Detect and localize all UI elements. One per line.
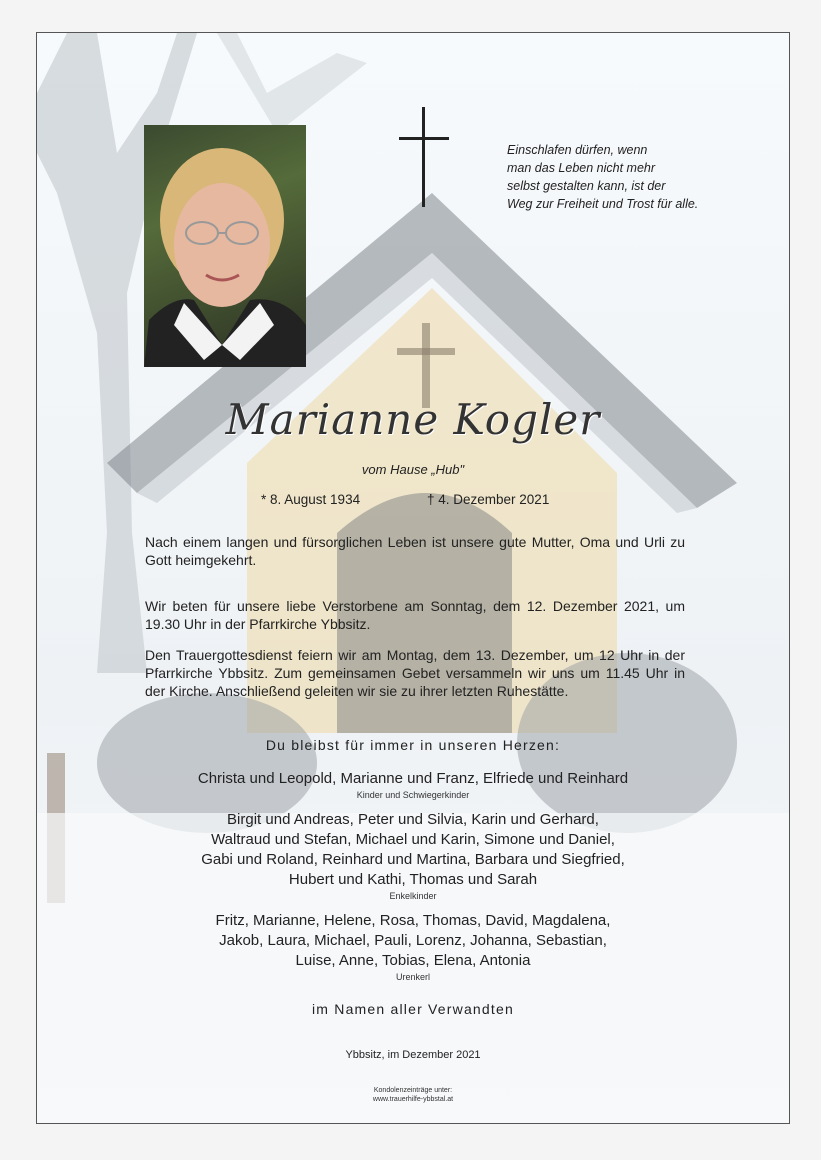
greatgrandchildren-names: Fritz, Marianne, Helene, Rosa, Thomas, David, Magdalena, Jakob, Laura, Michael, Pauli, Lorenz, Johanna, Sebastian, Luise, Anne, Tobias, Elena, Antonia <box>215 912 611 969</box>
birth-date: * 8. August 1934 <box>261 492 361 507</box>
portrait-photo <box>144 125 306 367</box>
deceased-name: Marianne Kogler <box>225 395 601 444</box>
children-names: Christa und Leopold, Marianne und Franz, Elfriede und Reinhard <box>197 770 629 787</box>
cross-icon <box>396 107 452 207</box>
grandchildren-role: Enkelkinder <box>389 891 437 901</box>
condolence-label: Kondolenzeinträge unter: <box>373 1087 453 1094</box>
death-date: † 4. Dezember 2021 <box>427 492 550 507</box>
obituary-card <box>36 32 790 1124</box>
greatgrandchildren-role: Urenkerl <box>395 972 430 982</box>
paragraph-prayer: Wir beten für unsere liebe Verstorbene am Sonntag, dem 12. Dezember 2021, um 19.30 Uhr in der Pfarrkirche Ybbsitz. <box>145 598 685 632</box>
closing-line: im Namen aller Verwandten <box>312 1001 514 1017</box>
motto: Du bleibst für immer in unseren Herzen: <box>265 737 561 753</box>
quote: Einschlafen dürfen, wenn man das Leben nicht mehr selbst gestalten kann, ist der Weg zur Freiheit und Trost für alle. <box>507 143 699 211</box>
place-date: Ybbsitz, im Dezember 2021 <box>345 1049 481 1061</box>
paragraph-announcement: Nach einem langen und fürsorglichen Leben ist unsere gute Mutter, Oma und Urli zu Gott heimgekehrt. <box>145 534 685 568</box>
grandchildren-names: Birgit und Andreas, Peter und Silvia, Karin und Gerhard, Waltraud und Stefan, Michael und Karin, Simone und Daniel, Gabi und Roland, Reinhard und Martina, Barbara und Siegfried, Hubert und Kathi, Thomas und Sarah <box>201 811 625 888</box>
condolence-url[interactable]: www.trauerhilfe-ybbstal.at <box>372 1096 454 1103</box>
children-role: Kinder und Schwiegerkinder <box>356 790 470 800</box>
paragraph-funeral: Den Trauergottesdienst feiern wir am Montag, dem 13. Dezember, um 12 Uhr in der Pfarrkirche Ybbsitz. Zum gemeinsamen Gebet versammeln wir uns um 11.45 Uhr in der Kirche. Anschließend geleiten wir sie zu ihrer letzten Ruhestätte. <box>145 647 685 699</box>
house-name: vom Hause „Hub" <box>361 462 465 477</box>
